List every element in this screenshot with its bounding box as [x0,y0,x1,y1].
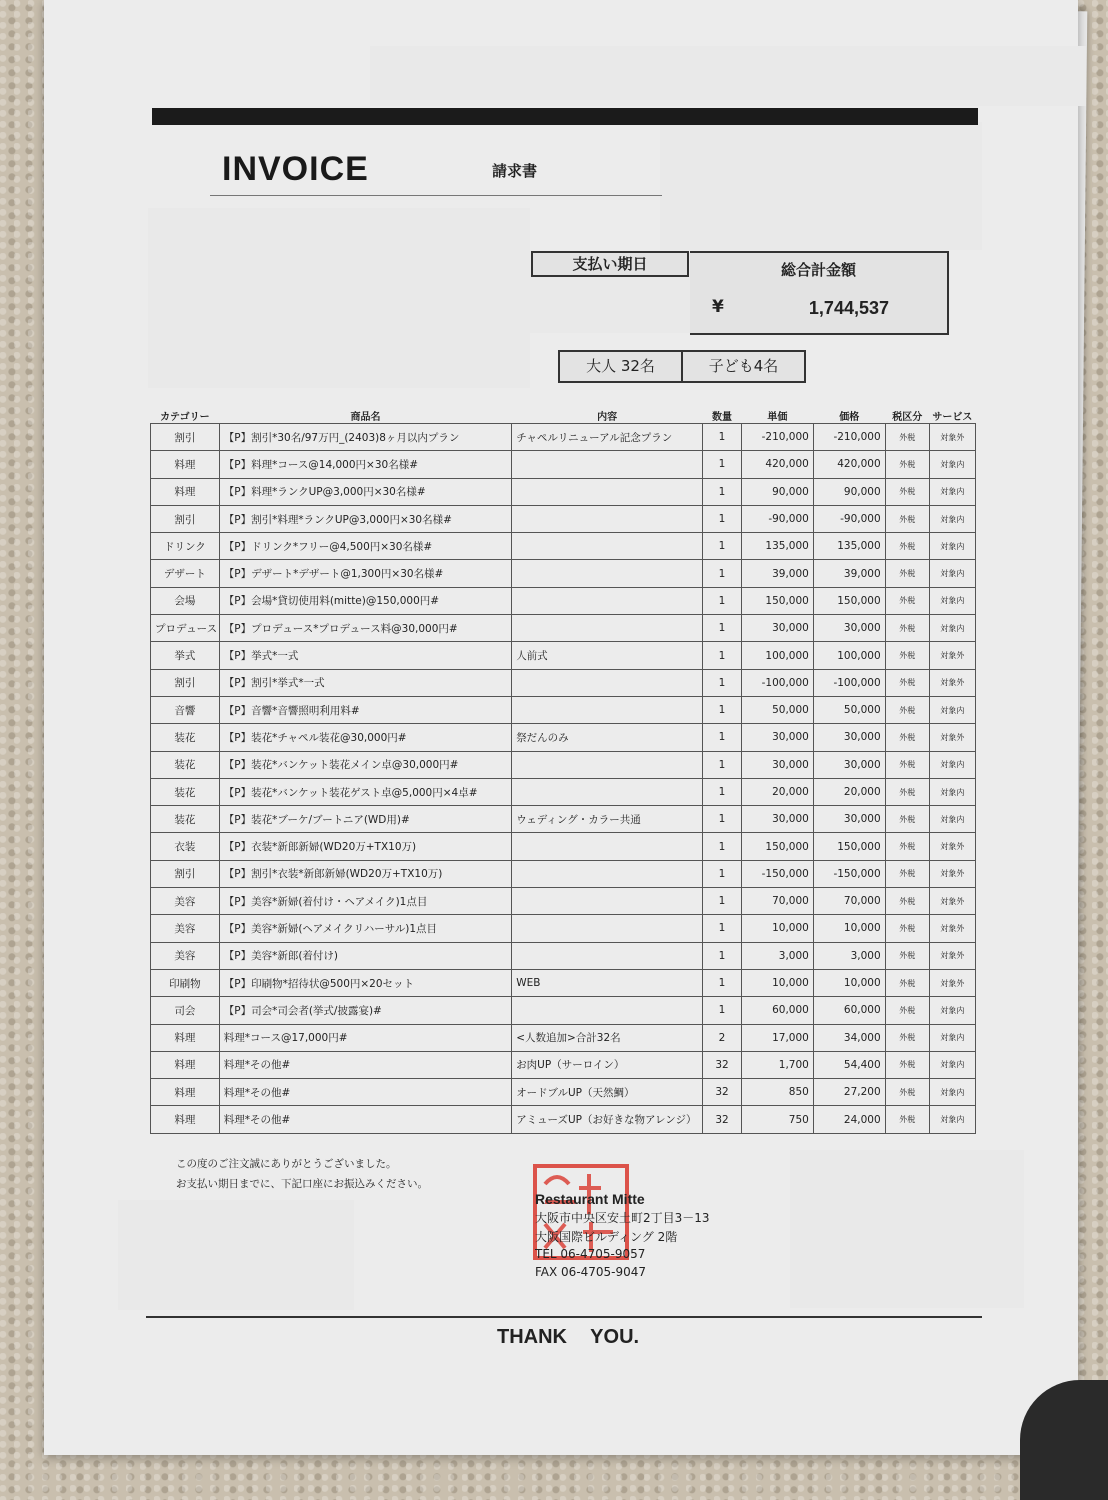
cell-item-name: 【P】割引*挙式*一式 [219,669,511,696]
thanks-message: この度のご注文誠にありがとうございました。 [176,1158,397,1170]
cell-unit-price: 10,000 [742,915,814,942]
thank-you-text: THANK YOU. [497,1326,640,1348]
cell-service: 対象内 [929,751,975,778]
cell-description [512,560,703,587]
cell-price: 100,000 [813,642,885,669]
redaction-block [148,208,530,388]
cell-tax-type: 外税 [885,696,929,723]
cell-quantity: 1 [703,669,742,696]
due-date-label: 支払い期日 [531,251,689,277]
cell-quantity: 1 [703,533,742,560]
cell-item-name: 【P】印刷物*招待状@500円×20セット [219,969,511,996]
table-row [151,833,976,860]
cell-tax-type: 外税 [885,888,929,915]
cell-item-name: 【P】装花*バンケット装花ゲスト卓@5,000円×4卓# [219,778,511,805]
cell-description: WEB [512,969,703,996]
column-header: サービス [932,412,973,423]
cell-price: 27,200 [813,1079,885,1106]
cell-price: 90,000 [813,478,885,505]
cell-tax-type: 外税 [885,1051,929,1078]
cell-unit-price: 30,000 [742,751,814,778]
cell-description [512,942,703,969]
table-row [151,1051,976,1078]
cell-price: 135,000 [813,533,885,560]
cell-quantity: 1 [703,915,742,942]
cell-price: 54,400 [813,1051,885,1078]
cell-item-name: 【P】割引*料理*ランクUP@3,000円×30名様# [219,505,511,532]
cell-price: 39,000 [813,560,885,587]
cell-quantity: 1 [703,997,742,1024]
cell-item-name: 料理*その他# [219,1051,511,1078]
cell-description [512,533,703,560]
cell-description [512,888,703,915]
table-row [151,560,976,587]
cell-description [512,751,703,778]
cell-unit-price: 150,000 [742,587,814,614]
cell-item-name: 【P】ドリンク*フリー@4,500円×30名様# [219,533,511,560]
table-row [151,424,976,451]
table-row [151,533,976,560]
cell-tax-type: 外税 [885,806,929,833]
cell-tax-type: 外税 [885,969,929,996]
total-amount-box [690,251,949,335]
cell-service: 対象内 [929,1106,975,1133]
cell-tax-type: 外税 [885,424,929,451]
cell-quantity: 1 [703,424,742,451]
cell-unit-price: -90,000 [742,505,814,532]
cell-description [512,833,703,860]
table-row [151,1079,976,1106]
cell-tax-type: 外税 [885,724,929,751]
cell-service: 対象外 [929,669,975,696]
cell-service: 対象内 [929,587,975,614]
cell-quantity: 32 [703,1079,742,1106]
cell-category: 割引 [151,860,220,887]
cell-item-name: 【P】料理*ランクUP@3,000円×30名様# [219,478,511,505]
cell-unit-price: 3,000 [742,942,814,969]
cell-item-name: 【P】挙式*一式 [219,642,511,669]
cell-category: 印刷物 [151,969,220,996]
cell-description: チャペルリニューアル記念プラン [512,424,703,451]
cell-unit-price: 750 [742,1106,814,1133]
cell-unit-price: 70,000 [742,888,814,915]
footer-divider [146,1316,982,1318]
cell-tax-type: 外税 [885,1079,929,1106]
cell-quantity: 1 [703,888,742,915]
cell-service: 対象内 [929,778,975,805]
cell-unit-price: 150,000 [742,833,814,860]
store-name: Restaurant Mitte [535,1191,645,1207]
cell-tax-type: 外税 [885,997,929,1024]
table-row [151,942,976,969]
cell-price: 30,000 [813,724,885,751]
cell-description [512,505,703,532]
cell-quantity: 1 [703,696,742,723]
cell-category: 料理 [151,1051,220,1078]
column-header: 内容 [597,412,618,423]
cell-category: 割引 [151,505,220,532]
cell-item-name: 【P】割引*30名/97万円_(2403)8ヶ月以内プラン [219,424,511,451]
cell-service: 対象内 [929,615,975,642]
cell-description: <人数追加>合計32名 [512,1024,703,1051]
cell-service: 対象外 [929,888,975,915]
cell-tax-type: 外税 [885,1024,929,1051]
cell-price: 30,000 [813,615,885,642]
title-underline [210,195,662,196]
cell-item-name: 【P】衣装*新郎新婦(WD20万+TX10万) [219,833,511,860]
cell-category: 美容 [151,888,220,915]
cell-service: 対象内 [929,1051,975,1078]
cell-description [512,997,703,1024]
cell-service: 対象内 [929,806,975,833]
cell-price: 50,000 [813,696,885,723]
cell-price: -210,000 [813,424,885,451]
column-header: 商品名 [350,412,381,423]
cell-tax-type: 外税 [885,1106,929,1133]
cell-price: -150,000 [813,860,885,887]
cell-price: 150,000 [813,587,885,614]
table-row [151,696,976,723]
cell-unit-price: 90,000 [742,478,814,505]
cell-service: 対象内 [929,1024,975,1051]
cell-item-name: 【P】装花*バンケット装花メイン卓@30,000円# [219,751,511,778]
cell-category: 料理 [151,478,220,505]
cell-unit-price: 20,000 [742,778,814,805]
table-row [151,751,976,778]
store-fax: FAX 06-4705-9047 [535,1265,647,1279]
cell-price: 10,000 [813,915,885,942]
cell-unit-price: 30,000 [742,806,814,833]
cell-quantity: 1 [703,969,742,996]
cell-quantity: 1 [703,587,742,614]
cell-quantity: 1 [703,778,742,805]
cell-price: 150,000 [813,833,885,860]
cell-price: 30,000 [813,806,885,833]
cell-description: アミューズUP（お好きな物アレンジ） [512,1106,703,1133]
cell-tax-type: 外税 [885,615,929,642]
cell-tax-type: 外税 [885,478,929,505]
cell-description: 祭だんのみ [512,724,703,751]
cell-category: 料理 [151,451,220,478]
cell-service: 対象外 [929,942,975,969]
redaction-block [118,1200,354,1310]
cell-service: 対象内 [929,478,975,505]
cell-category: 美容 [151,915,220,942]
cell-item-name: 【P】美容*新婦(ヘアメイクリハーサル)1点目 [219,915,511,942]
child-count: 子ども4名 [708,357,779,375]
cell-service: 対象外 [929,642,975,669]
cell-category: 美容 [151,942,220,969]
cell-description: 人前式 [512,642,703,669]
store-address-2: 大阪国際ビルディング 2階 [535,1230,678,1244]
cell-tax-type: 外税 [885,778,929,805]
cell-quantity: 1 [703,806,742,833]
cell-description: お肉UP（サーロイン） [512,1051,703,1078]
redaction-block [530,275,690,333]
table-row [151,724,976,751]
column-header: 単価 [767,412,788,423]
cell-unit-price: -100,000 [742,669,814,696]
cell-category: 衣装 [151,833,220,860]
cell-description [512,587,703,614]
table-header-row [151,408,976,424]
column-header: 数量 [712,412,733,423]
total-amount: 1,744,537 [808,298,889,318]
cell-category: 司会 [151,997,220,1024]
cell-price: 24,000 [813,1106,885,1133]
cell-description [512,696,703,723]
table-row [151,451,976,478]
table-row [151,478,976,505]
cell-category: 会場 [151,587,220,614]
cell-item-name: 【P】装花*チャペル装花@30,000円# [219,724,511,751]
cell-quantity: 2 [703,1024,742,1051]
cell-category: 装花 [151,751,220,778]
table-row [151,778,976,805]
cell-item-name: 【P】会場*貸切使用料(mitte)@150,000円# [219,587,511,614]
cell-category: 装花 [151,778,220,805]
cell-service: 対象内 [929,696,975,723]
cell-item-name: 【P】プロデュース*プロデュース料@30,000円# [219,615,511,642]
invoice-title: INVOICE [222,150,369,188]
cell-service: 対象内 [929,1079,975,1106]
cell-description [512,860,703,887]
cell-category: プロデュース [151,615,220,642]
cell-tax-type: 外税 [885,942,929,969]
column-header: 価格 [839,412,860,423]
cell-tax-type: 外税 [885,560,929,587]
table-row [151,860,976,887]
table-row [151,587,976,614]
store-tel: TEL 06-4705-9057 [535,1247,646,1261]
guest-count-box [558,350,806,383]
cell-quantity: 1 [703,478,742,505]
cell-price: 10,000 [813,969,885,996]
cell-price: 30,000 [813,751,885,778]
adult-count: 大人 32名 [560,352,683,381]
cell-price: 20,000 [813,778,885,805]
cell-service: 対象内 [929,997,975,1024]
cell-item-name: 【P】司会*司会者(挙式/披露宴)# [219,997,511,1024]
invoice-title-jp: 請求書 [492,162,538,180]
redaction-block [370,46,1086,106]
cell-item-name: 【P】音響*音響照明利用料# [219,696,511,723]
cell-service: 対象外 [929,969,975,996]
cell-unit-price: 10,000 [742,969,814,996]
table-row [151,505,976,532]
cell-unit-price: -210,000 [742,424,814,451]
table-row [151,1106,976,1133]
cell-price: 3,000 [813,942,885,969]
cell-unit-price: 135,000 [742,533,814,560]
cell-category: ドリンク [151,533,220,560]
cell-description [512,915,703,942]
cell-description [512,669,703,696]
cell-item-name: 【P】料理*コース@14,000円×30名様# [219,451,511,478]
cell-item-name: 料理*その他# [219,1106,511,1133]
cell-tax-type: 外税 [885,833,929,860]
redaction-block [790,1150,1024,1308]
table-row [151,969,976,996]
cell-tax-type: 外税 [885,505,929,532]
cell-quantity: 32 [703,1106,742,1133]
cell-quantity: 1 [703,560,742,587]
invoice-items-table [150,408,976,1134]
cell-quantity: 1 [703,724,742,751]
cell-unit-price: 30,000 [742,724,814,751]
cell-quantity: 1 [703,615,742,642]
cell-item-name: 【P】美容*新郎(着付け) [219,942,511,969]
cell-description [512,451,703,478]
cell-service: 対象内 [929,505,975,532]
cell-item-name: 【P】割引*衣装*新郎新婦(WD20万+TX10万) [219,860,511,887]
cell-tax-type: 外税 [885,451,929,478]
cell-unit-price: 420,000 [742,451,814,478]
cell-service: 対象内 [929,451,975,478]
cell-service: 対象内 [929,533,975,560]
cell-item-name: 【P】装花*ブーケ/ブートニア(WD用)# [219,806,511,833]
cell-unit-price: 60,000 [742,997,814,1024]
cell-quantity: 1 [703,942,742,969]
cell-quantity: 32 [703,1051,742,1078]
cell-quantity: 1 [703,505,742,532]
payment-instruction: お支払い期日までに、下記口座にお振込みください。 [176,1178,428,1190]
table-row [151,1024,976,1051]
cell-price: 60,000 [813,997,885,1024]
cell-unit-price: 30,000 [742,615,814,642]
header-bar [152,108,978,125]
cell-description [512,615,703,642]
cell-tax-type: 外税 [885,860,929,887]
cell-service: 対象外 [929,860,975,887]
cell-quantity: 1 [703,451,742,478]
cell-tax-type: 外税 [885,642,929,669]
cell-tax-type: 外税 [885,533,929,560]
cell-category: 挙式 [151,642,220,669]
cell-price: -90,000 [813,505,885,532]
cell-item-name: 【P】美容*新婦(着付け・ヘアメイク)1点目 [219,888,511,915]
cell-quantity: 1 [703,860,742,887]
cell-unit-price: 39,000 [742,560,814,587]
column-header: カテゴリー [160,412,210,423]
cell-tax-type: 外税 [885,587,929,614]
cell-category: 料理 [151,1079,220,1106]
table-row [151,642,976,669]
cell-tax-type: 外税 [885,915,929,942]
cell-price: 420,000 [813,451,885,478]
cell-description: ウェディング・カラー共通 [512,806,703,833]
total-label: 総合計金額 [780,261,856,279]
cell-category: 割引 [151,424,220,451]
cell-category: 装花 [151,806,220,833]
table-row [151,915,976,942]
table-row [151,615,976,642]
cell-item-name: 料理*コース@17,000円# [219,1024,511,1051]
cell-item-name: 【P】デザート*デザート@1,300円×30名様# [219,560,511,587]
cell-category: 割引 [151,669,220,696]
cell-quantity: 1 [703,642,742,669]
cell-service: 対象外 [929,424,975,451]
cell-service: 対象外 [929,915,975,942]
cell-category: 料理 [151,1106,220,1133]
cell-unit-price: 100,000 [742,642,814,669]
cell-description: オードブルUP（天然鯛） [512,1079,703,1106]
cell-category: デザート [151,560,220,587]
table-row [151,997,976,1024]
cell-description [512,478,703,505]
cell-category: 音響 [151,696,220,723]
cell-tax-type: 外税 [885,751,929,778]
cell-unit-price: 50,000 [742,696,814,723]
cell-service: 対象外 [929,724,975,751]
currency-symbol: ¥ [712,297,724,317]
table-row [151,888,976,915]
store-address-1: 大阪市中央区安土町2丁目3－13 [535,1211,710,1225]
redaction-block [660,122,982,250]
cell-price: 70,000 [813,888,885,915]
cell-quantity: 1 [703,751,742,778]
table-row [151,806,976,833]
cell-unit-price: 17,000 [742,1024,814,1051]
cell-description [512,778,703,805]
table-row [151,669,976,696]
cell-category: 料理 [151,1024,220,1051]
cell-quantity: 1 [703,833,742,860]
cell-tax-type: 外税 [885,669,929,696]
cell-price: 34,000 [813,1024,885,1051]
cell-item-name: 料理*その他# [219,1079,511,1106]
table-body [151,424,976,1134]
cell-unit-price: -150,000 [742,860,814,887]
cell-service: 対象内 [929,560,975,587]
cell-unit-price: 850 [742,1079,814,1106]
cell-unit-price: 1,700 [742,1051,814,1078]
cell-price: -100,000 [813,669,885,696]
cell-service: 対象外 [929,833,975,860]
column-header: 税区分 [892,412,923,423]
cell-category: 装花 [151,724,220,751]
